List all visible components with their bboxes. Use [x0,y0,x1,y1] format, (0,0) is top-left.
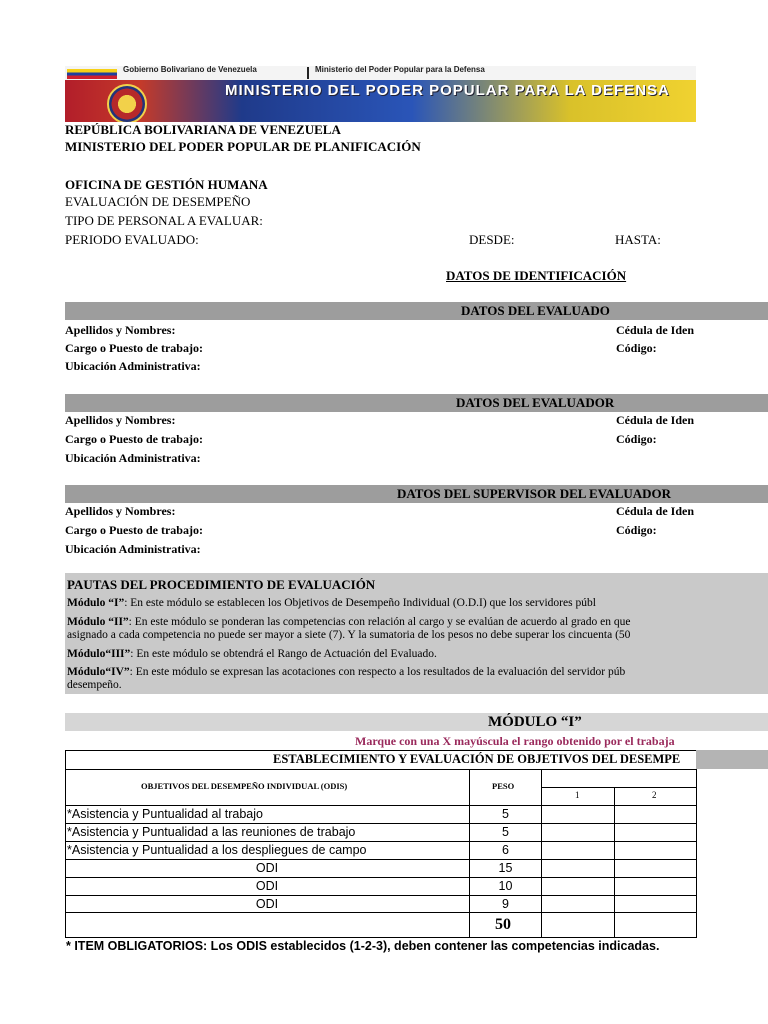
objetivo-divider [469,823,470,842]
evaluador-codigo-label: Código: [616,432,657,446]
rango-1-input[interactable] [542,878,614,895]
rango-2-input[interactable] [615,806,696,823]
pautas-modulo-1 [67,597,596,610]
evaluador-cargo-label: Cargo o Puesto de trabajo: [65,432,203,446]
objetivo-cell: *Asistencia y Puntualidad a las reuniones de trabajo [67,825,356,839]
modulo-1-instruction: Marque con una X mayúscula el rango obtenido por el trabaja [355,734,675,748]
rango-1-input[interactable] [542,824,614,841]
peso-cell: 5 [502,807,509,821]
rango-2-input[interactable] [615,824,696,841]
peso-cell: 15 [498,861,513,875]
supervisor-ubicacion-label: Ubicación Administrativa: [65,542,201,556]
objetivo-cell: ODI [255,879,279,893]
objetivos-header: OBJETIVOS DEL DESEMPEÑO INDIVIDUAL (ODIS) [141,781,348,791]
banner-ministerio-main: MINISTERIO DEL PODER POPULAR PARA LA DEFENSA [225,82,670,99]
supervisor-section-bar [65,485,768,503]
header-banner [65,66,696,122]
pautas-modulo-4-cont: desempeño. [67,679,122,691]
evaluador-ubicacion-label: Ubicación Administrativa: [65,451,201,465]
evaluador-cedula-label: Cédula de Iden [616,413,695,427]
periodo-label: PERIODO EVALUADO: [65,232,199,247]
objetivo-divider [469,877,470,896]
evaluado-codigo-label: Código: [616,341,657,355]
peso-header: PESO [492,781,515,791]
rango-1-input[interactable] [542,896,614,913]
supervisor-cedula-label: Cédula de Iden [616,504,695,518]
modulo-3-text: : En este módulo se obtendrá el Rango de Actuación del Evaluado. [130,648,437,660]
evaluado-section-title: DATOS DEL EVALUADO [461,303,610,318]
desde-label: DESDE: [469,232,515,247]
total-peso-value: 50 [495,916,511,933]
header-oficina: OFICINA DE GESTIÓN HUMANA [65,177,268,192]
rango-2-input[interactable] [615,842,696,859]
modulo-3-label: Módulo“III” [67,648,131,660]
rango-2-input[interactable] [615,896,696,913]
objetivo-cell: *Asistencia y Puntualidad al trabajo [67,807,263,821]
evaluado-cedula-label: Cédula de Iden [616,323,695,337]
footnote: * ITEM OBLIGATORIOS: Los ODIS establecidos (1-2-3), deben contener las competencias indicadas. [66,939,660,953]
objetivo-cell: ODI [255,897,279,911]
evaluador-section-bar [65,394,768,412]
modulo-1-text: : En este módulo se establecen los Objetivos de Desempeño Individual (O.D.I) que los servidores públ [124,597,596,609]
venezuela-flag-icon [67,69,117,79]
pautas-title: PAUTAS DEL PROCEDIMIENTO DE EVALUACIÓN [67,577,376,592]
rango-2-input[interactable] [615,860,696,877]
evaluado-ubicacion-label: Ubicación Administrativa: [65,359,201,373]
rango-1-input[interactable] [542,842,614,859]
peso-cell: 10 [498,879,513,893]
modulo-2-text: : En este módulo se ponderan las competencias con relación al cargo y se evalúan de acuerdo al grado en que [128,616,631,628]
objetivo-cell: ODI [255,861,279,875]
evaluador-apellidos-label: Apellidos y Nombres: [65,413,176,427]
objetivo-divider [469,859,470,878]
rango-header-divider [614,787,615,805]
total-divider [614,912,615,938]
odis-table-title: ESTABLECIMIENTO Y EVALUACIÓN DE OBJETIVOS DEL DESEMPE [273,752,681,766]
objetivo-cell: *Asistencia y Puntualidad a los despliegues de campo [67,843,367,857]
pautas-modulo-2 [67,616,630,629]
objetivo-divider [469,841,470,860]
supervisor-codigo-label: Código: [616,523,657,537]
supervisor-section-title: DATOS DEL SUPERVISOR DEL EVALUADOR [397,486,672,501]
supervisor-apellidos-label: Apellidos y Nombres: [65,504,176,518]
rango-2-input[interactable] [615,878,696,895]
evaluado-apellidos-label: Apellidos y Nombres: [65,323,176,337]
pautas-modulo-2-cont: asignado a cada competencia no puede ser mayor a siete (7). Y la sumatoria de los pesos no debe superar los cincuenta (50 [67,629,631,641]
tipo-personal-label: TIPO DE PERSONAL A EVALUAR: [65,213,263,228]
pautas-panel [65,573,768,694]
objetivo-divider [469,805,470,824]
modulo-4-text: : En este módulo se expresan las acotaciones con respecto a los resultados de la evaluación del servidor púb [129,666,626,678]
odis-table-title-overflow [696,750,768,769]
modulo-2-label: Módulo “II” [67,616,129,628]
peso-cell: 6 [502,843,509,857]
datos-identificacion-title: DATOS DE IDENTIFICACIÓN [446,268,627,283]
hasta-label: HASTA: [615,232,661,247]
rango-header-row [541,787,697,805]
rango-col-2: 2 [652,790,657,800]
rango-1-input[interactable] [542,806,614,823]
coat-of-arms-icon [107,84,147,122]
peso-cell: 9 [502,897,509,911]
banner-gobierno-text: Gobierno Bolivariano de Venezuela [123,66,257,74]
modulo-1-title: MÓDULO “I” [488,714,582,730]
banner-separator [307,67,309,79]
total-row [65,912,697,938]
rango-col-1: 1 [575,790,580,800]
header-republica: REPÚBLICA BOLIVARIANA DE VENEZUELA [65,122,341,137]
banner-ministerio-top: Ministerio del Poder Popular para la Defensa [315,66,485,74]
modulo-4-label: Módulo“IV” [67,666,130,678]
evaluado-section-bar [65,302,768,320]
header-ministerio: MINISTERIO DEL PODER POPULAR DE PLANIFICACIÓN [65,139,421,154]
evaluador-section-title: DATOS DEL EVALUADOR [456,395,615,410]
supervisor-cargo-label: Cargo o Puesto de trabajo: [65,523,203,537]
pautas-modulo-3 [67,648,437,661]
peso-cell: 5 [502,825,509,839]
pautas-modulo-4 [67,666,625,679]
header-evaluacion: EVALUACIÓN DE DESEMPEÑO [65,194,251,209]
modulo-1-label: Módulo “I” [67,597,125,609]
evaluado-cargo-label: Cargo o Puesto de trabajo: [65,341,203,355]
modulo-1-bar [65,713,768,731]
rango-1-input[interactable] [542,860,614,877]
